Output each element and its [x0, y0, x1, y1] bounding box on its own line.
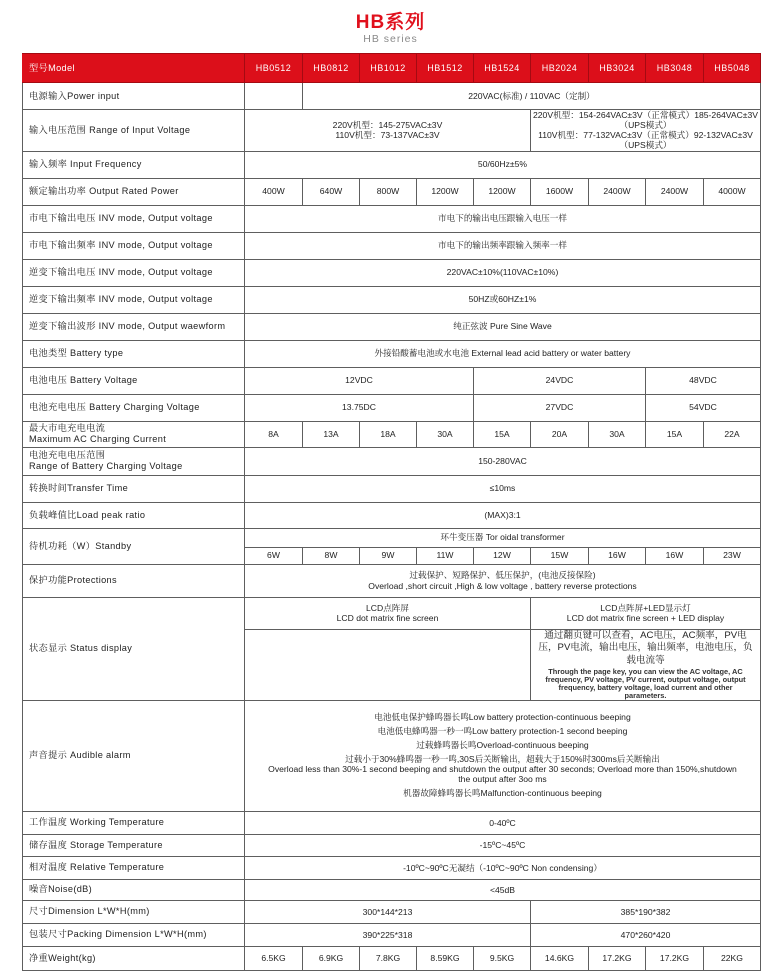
cell-value: 16W	[646, 547, 704, 564]
detail-cn: 通过翻页键可以查看，AC电压，AC频率，PV电压，PV电流，输出电压，输出频率，电池电压，负载电流等	[538, 629, 753, 666]
cell-value: 48VDC	[646, 367, 761, 394]
model-column-header: HB0512	[245, 54, 303, 83]
cell-value: 1600W	[531, 178, 589, 205]
cell-value-right	[531, 597, 761, 629]
cell-value: 470*260*420	[531, 923, 761, 946]
row-protections	[23, 564, 761, 597]
cell-value: 15W	[531, 547, 589, 564]
row-label	[23, 421, 245, 447]
cell-value: 11W	[417, 547, 474, 564]
row-mains-output-frequency	[23, 232, 761, 259]
cell-value: (MAX)3:1	[245, 502, 761, 528]
model-column-header: HB3024	[589, 54, 646, 83]
cell-value: 150-280VAC	[245, 447, 761, 475]
cell-value: 390*225*318	[245, 923, 531, 946]
row-label: 输入频率 Input Frequency	[23, 151, 245, 178]
spec-table	[22, 53, 761, 971]
row-label-en: Maximum AC Charging Current	[29, 434, 167, 445]
cell-value: 9W	[360, 547, 417, 564]
model-column-header: HB1512	[417, 54, 474, 83]
cell-value: 8A	[245, 421, 303, 447]
row-label: 负载峰值比Load peak ratio	[23, 502, 245, 528]
row-label: 转换时间Transfer Time	[23, 475, 245, 502]
cell-value	[245, 564, 761, 597]
cell-value: 6W	[245, 547, 303, 564]
cell-value: 15A	[646, 421, 704, 447]
cell-value: 18A	[360, 421, 417, 447]
row-label-cn: 最大市电充电电流	[29, 423, 106, 434]
row-battery-type	[23, 340, 761, 367]
row-label: 包装尺寸Packing Dimension L*W*H(mm)	[23, 923, 245, 946]
empty-cell	[245, 629, 531, 700]
row-label: 声音提示 Audible alarm	[23, 700, 245, 811]
cell-line-en: Overload ,short circuit ,High & low voltage , battery reverse protections	[368, 580, 637, 591]
cell-value: 24VDC	[474, 367, 646, 394]
cell-value: 13A	[303, 421, 360, 447]
row-load-peak-ratio	[23, 502, 761, 528]
cell-value: 12W	[474, 547, 531, 564]
cell-value: 17.2KG	[646, 946, 704, 970]
cell-line: 220V机型：145-275VAC±3V	[332, 120, 443, 131]
cell-value	[245, 700, 761, 811]
cell-value: 640W	[303, 178, 360, 205]
cell-value: 17.2KG	[589, 946, 646, 970]
header-model-label: 型号Model	[23, 54, 245, 83]
cell-value: 9.5KG	[474, 946, 531, 970]
alarm-item-en: Overload less than 30%-1 second beeping and shutdown the output after 30 seconds; Overload more than 150%,shutdown the output after 3oo ms	[268, 763, 737, 784]
cell-value-right	[531, 110, 761, 152]
row-inverter-output-voltage	[23, 259, 761, 286]
cell-value: ≤10ms	[245, 475, 761, 502]
cell-value: 23W	[704, 547, 761, 564]
alarm-item: 电池低电蜂鸣器一秒一鸣Low battery protection-1 second beeping	[377, 726, 628, 737]
row-label: 工作温度 Working Temperature	[23, 811, 245, 834]
model-column-header: HB3048	[646, 54, 704, 83]
row-packing-dimension	[23, 923, 761, 946]
alarm-item: 机器故障蜂鸣器长鸣Malfunction-continuous beeping	[403, 787, 602, 798]
row-label: 额定输出功率 Output Rated Power	[23, 178, 245, 205]
row-label: 尺寸Dimension L*W*H(mm)	[23, 900, 245, 923]
row-label: 相对温度 Relative Temperature	[23, 856, 245, 879]
cell-value: 385*190*382	[531, 900, 761, 923]
cell-value: 8W	[303, 547, 360, 564]
row-label: 保护功能Protections	[23, 564, 245, 597]
page-title: HB系列	[355, 12, 426, 33]
cell-value: 400W	[245, 178, 303, 205]
alarm-item: 过载蜂鸣器长鸣Overload-continuous beeping	[416, 740, 589, 751]
model-column-header: HB0812	[303, 54, 360, 83]
cell-value: 15A	[474, 421, 531, 447]
cell-value: 外接铅酸蓄电池或水电池 External lead acid battery or water battery	[245, 340, 761, 367]
row-label: 待机功耗（W）Standby	[23, 528, 245, 564]
cell-value: 30A	[417, 421, 474, 447]
cell-value: -10ºC~90ºC无凝结（-10ºC~90ºC Non condensing）	[245, 856, 761, 879]
cell-value: 2400W	[589, 178, 646, 205]
cell-value: 14.6KG	[531, 946, 589, 970]
cell-value: 12VDC	[245, 367, 474, 394]
empty-cell	[245, 83, 303, 110]
cell-value: 27VDC	[474, 394, 646, 421]
cell-value: 市电下的输出频率跟输入频率一样	[245, 232, 761, 259]
cell-value: 4000W	[704, 178, 761, 205]
row-max-ac-charging-current	[23, 421, 761, 447]
header-row	[23, 54, 761, 83]
model-column-header: HB1524	[474, 54, 531, 83]
cell-value: 0-40ºC	[245, 811, 761, 834]
cell-value: 6.5KG	[245, 946, 303, 970]
cell-value-detail	[531, 629, 761, 700]
row-label: 市电下输出电压 INV mode, Output voltage	[23, 205, 245, 232]
row-label-en: Range of Battery Charging Voltage	[29, 461, 183, 472]
cell-value: 220VAC(标准) / 110VAC（定制）	[303, 83, 761, 110]
row-label: 噪音Noise(dB)	[23, 879, 245, 900]
cell-line: 220V机型：154-264VAC±3V（正常模式）185-264VAC±3V（UPS模式）	[533, 110, 759, 131]
cell-value: 16W	[589, 547, 646, 564]
cell-line: 110V机型：77-132VAC±3V（正常模式）92-132VAC±3V（UPS模式）	[538, 130, 753, 151]
cell-value: 30A	[589, 421, 646, 447]
detail-en: Through the page key, you can view the AC voltage, AC frequency, PV voltage, PV current, output voltage, output frequency, battery voltage, load current and other parameters.	[545, 666, 746, 700]
cell-value: 22KG	[704, 946, 761, 970]
cell-value: 300*144*213	[245, 900, 531, 923]
row-battery-voltage	[23, 367, 761, 394]
cell-line-cn: LCD点阵屏	[366, 602, 409, 613]
cell-value: 1200W	[474, 178, 531, 205]
row-label: 电源输入Power input	[23, 83, 245, 110]
cell-line-cn: 过载保护、短路保护、低压保护，(电池反接保险)	[409, 570, 596, 581]
row-battery-charging-voltage	[23, 394, 761, 421]
cell-value: 22A	[704, 421, 761, 447]
row-label: 输入电压范围 Range of Input Voltage	[23, 110, 245, 152]
cell-value: 50/60Hz±5%	[245, 151, 761, 178]
row-input-voltage-range	[23, 110, 761, 152]
row-label-cn: 电池充电电压范围	[29, 450, 106, 461]
row-weight	[23, 946, 761, 970]
row-transfer-time	[23, 475, 761, 502]
row-label	[23, 447, 245, 475]
cell-value: 市电下的输出电压跟输入电压一样	[245, 205, 761, 232]
row-label: 逆变下输出频率 INV mode, Output voltage	[23, 286, 245, 313]
row-label: 逆变下输出电压 INV mode, Output voltage	[23, 259, 245, 286]
alarm-item: 电池低电保护蜂鸣器长鸣Low battery protection-continuous beeping	[374, 712, 631, 723]
row-output-rated-power	[23, 178, 761, 205]
row-working-temperature	[23, 811, 761, 834]
page-subtitle: HB series	[363, 33, 418, 45]
cell-value: 6.9KG	[303, 946, 360, 970]
cell-value: <45dB	[245, 879, 761, 900]
cell-value: 50HZ或60HZ±1%	[245, 286, 761, 313]
row-label: 电池电压 Battery Voltage	[23, 367, 245, 394]
cell-value: 20A	[531, 421, 589, 447]
model-column-header: HB1012	[360, 54, 417, 83]
row-noise	[23, 879, 761, 900]
cell-value: -15ºC~45ºC	[245, 834, 761, 856]
cell-line-en: LCD dot matrix fine screen + LED display	[566, 613, 725, 624]
row-dimension	[23, 900, 761, 923]
row-status-display	[23, 597, 761, 629]
cell-value: 7.8KG	[360, 946, 417, 970]
row-label: 市电下输出频率 INV mode, Output voltage	[23, 232, 245, 259]
row-battery-charging-range	[23, 447, 761, 475]
row-standby	[23, 528, 761, 547]
row-label: 电池类型 Battery type	[23, 340, 245, 367]
model-column-header: HB2024	[531, 54, 589, 83]
cell-value: 纯正弦波 Pure Sine Wave	[245, 313, 761, 340]
model-column-header: HB5048	[704, 54, 761, 83]
row-label: 电池充电电压 Battery Charging Voltage	[23, 394, 245, 421]
row-relative-temperature	[23, 856, 761, 879]
cell-value: 800W	[360, 178, 417, 205]
cell-value: 8.59KG	[417, 946, 474, 970]
cell-value: 13.75DC	[245, 394, 474, 421]
row-label: 逆变下输出波形 INV mode, Output waewform	[23, 313, 245, 340]
cell-value: 2400W	[646, 178, 704, 205]
cell-line: 110V机型：73-137VAC±3V	[335, 130, 440, 141]
row-inverter-output-waveform	[23, 313, 761, 340]
row-power-input	[23, 83, 761, 110]
row-label: 储存温度 Storage Temperature	[23, 834, 245, 856]
cell-value-left	[245, 597, 531, 629]
row-label: 净重Weight(kg)	[23, 946, 245, 970]
cell-line-en: LCD dot matrix fine screen	[336, 613, 439, 624]
row-mains-output-voltage	[23, 205, 761, 232]
cell-value: 54VDC	[646, 394, 761, 421]
cell-value-left	[245, 110, 531, 152]
cell-value: 环牛变压器 Tor oidal transformer	[245, 528, 761, 547]
row-inverter-output-frequency	[23, 286, 761, 313]
cell-value: 1200W	[417, 178, 474, 205]
row-audible-alarm	[23, 700, 761, 811]
row-input-frequency	[23, 151, 761, 178]
row-label: 状态显示 Status display	[23, 597, 245, 700]
row-storage-temperature	[23, 834, 761, 856]
cell-line-cn: LCD点阵屏+LED显示灯	[600, 602, 691, 613]
alarm-item-cn: 过载小于30%蜂鸣器一秒一鸣,30S后关断输出，超载大于150%时300ms后关断输出	[345, 753, 660, 764]
cell-value: 220VAC±10%(110VAC±10%)	[245, 259, 761, 286]
alarm-item	[265, 755, 740, 785]
